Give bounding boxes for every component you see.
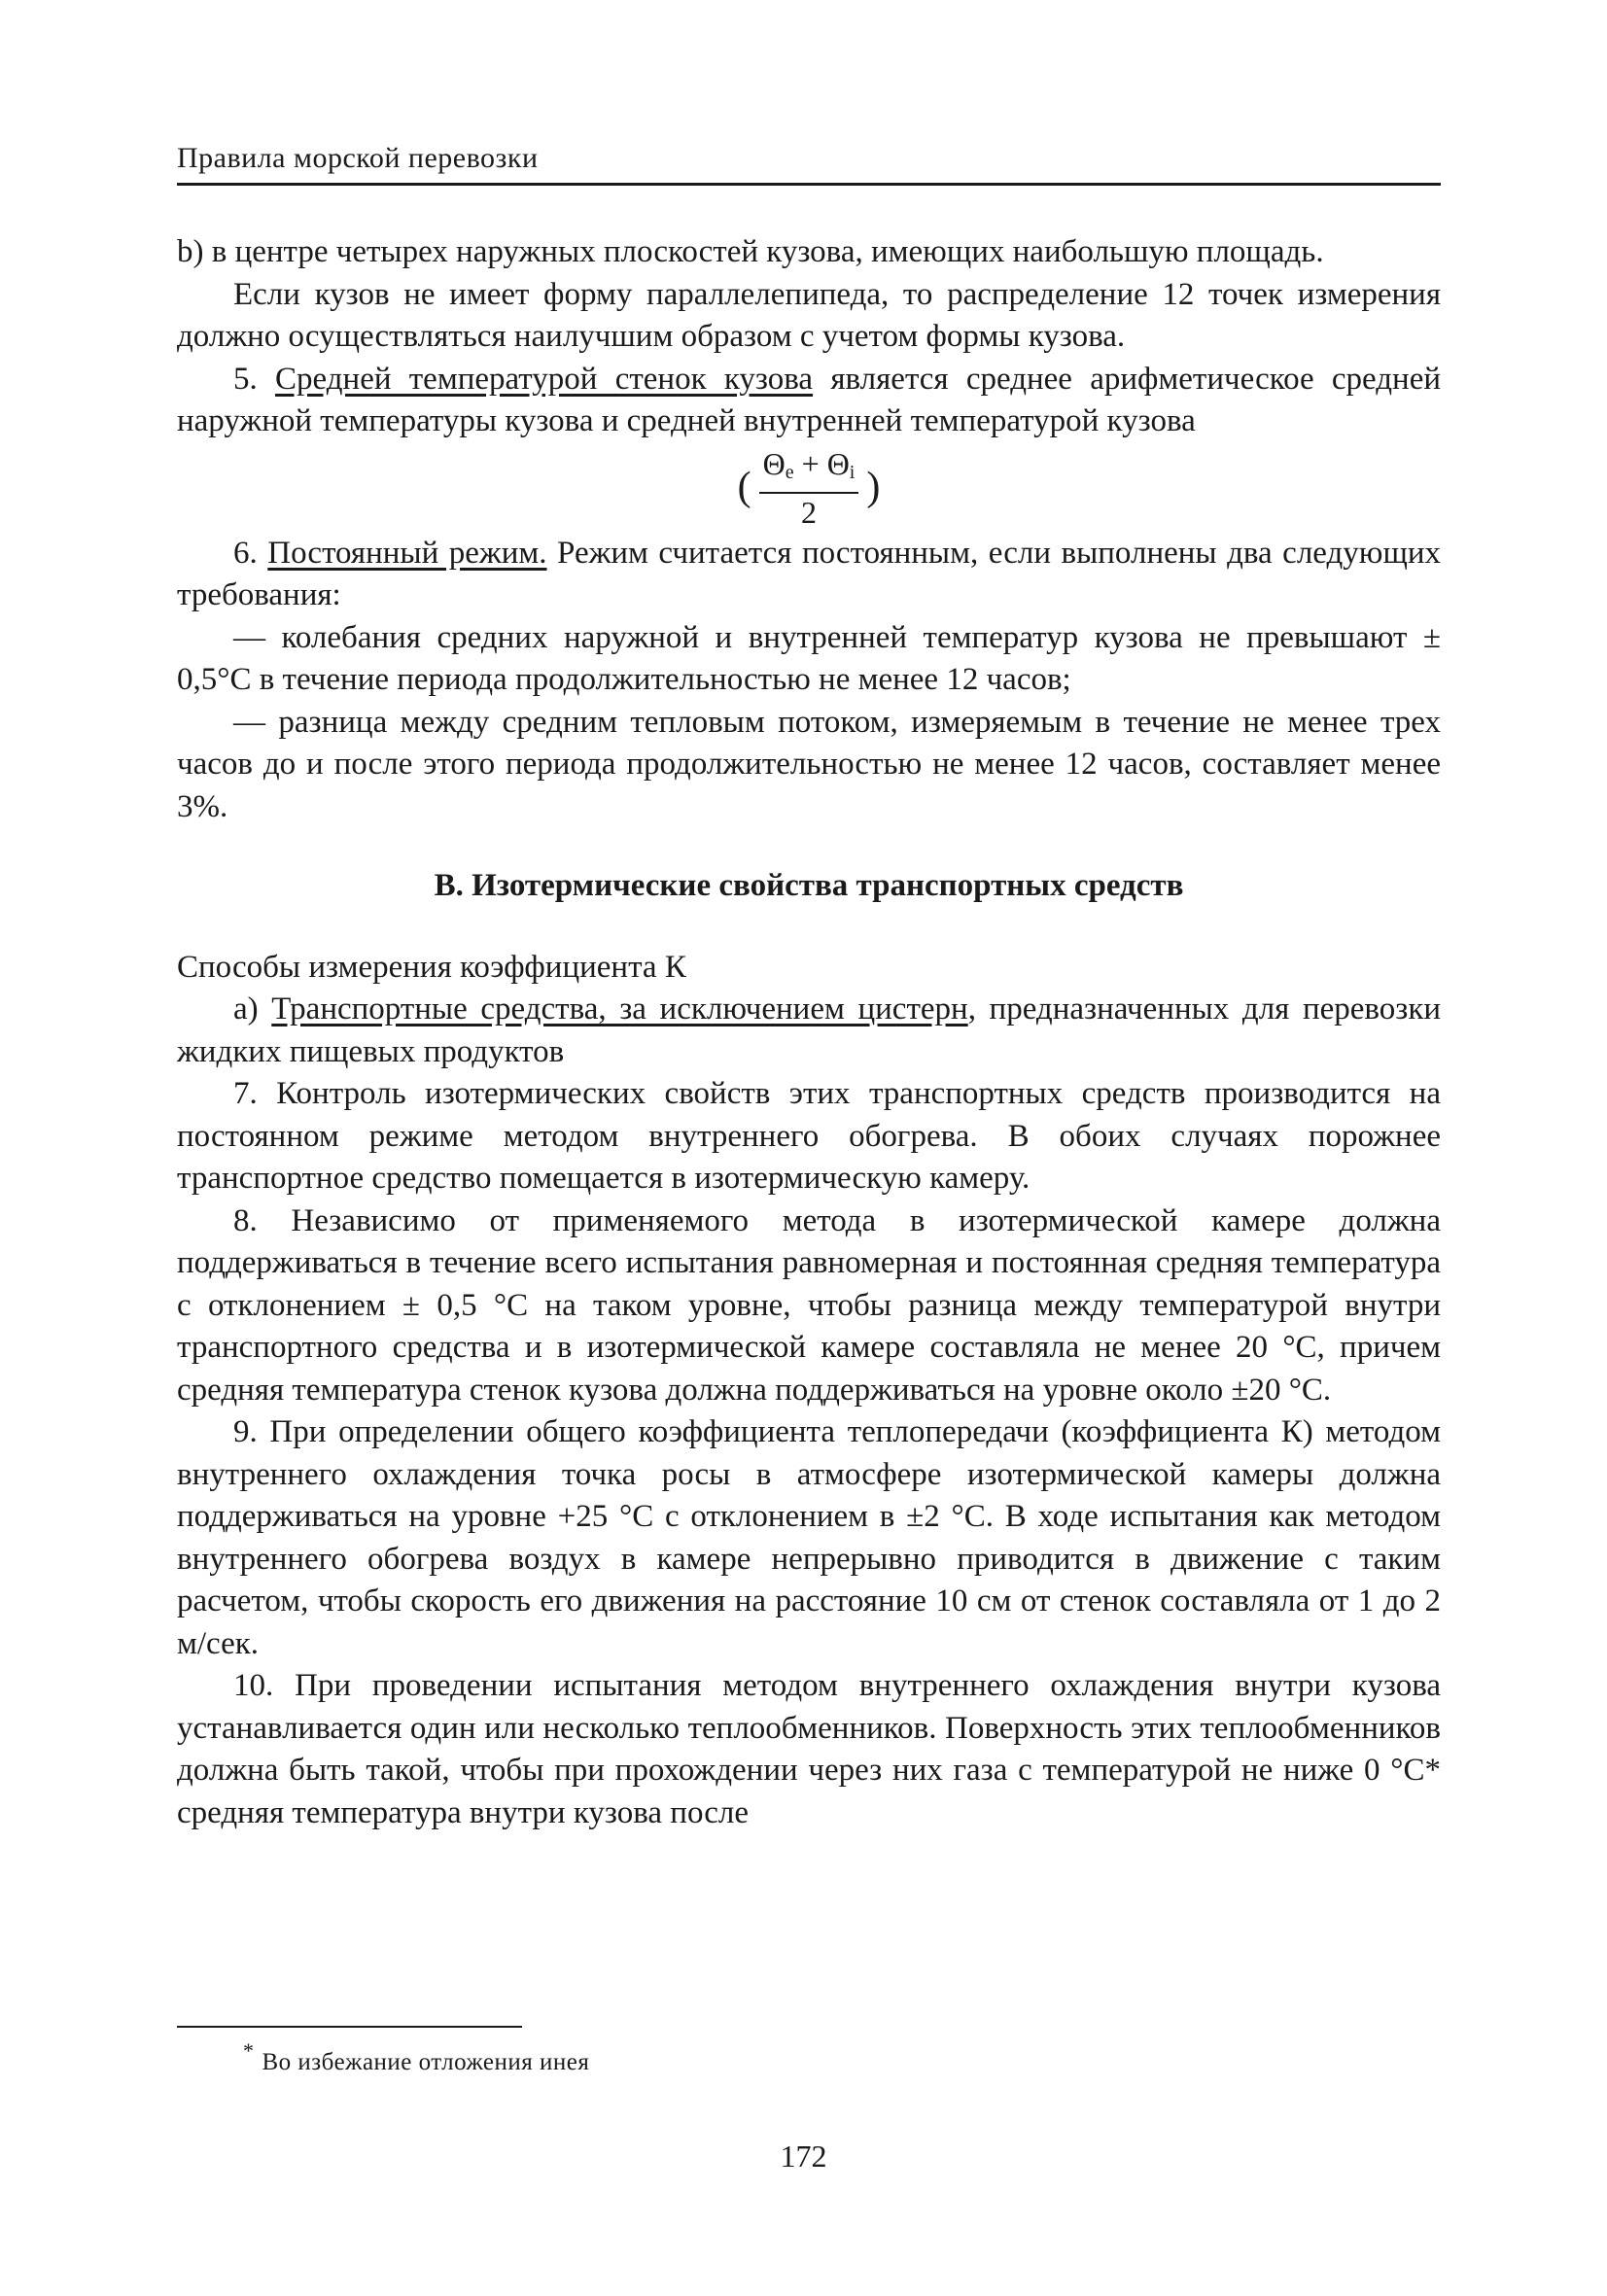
section-heading-b: В. Изотермические свойства транспортных средств — [434, 868, 1184, 903]
paragraph-10: 10. При проведении испытания методом внутреннего охлаждения внутри кузова устанавливается один или несколько теплообменников. Поверхность этих теплообменников должна быть такой, чтобы при прохождении через них газа с температурой не ниже 0 °С* средняя температура внутри кузова после — [177, 1668, 1441, 1830]
paragraph-6-requirement-2: — разница между средним тепловым потоком, измеряемым в течение не менее трех часов до и после этого периода продолжительностью не менее 12 часов, составляет менее 3%. — [177, 704, 1441, 824]
paragraph-7: 7. Контроль изотермических свойств этих транспортных средств производится на постоянном режиме методом внутреннего обогрева. В обоих случаях порожнее транспортное средство помещается в изотермическую камеру. — [177, 1076, 1441, 1196]
paragraph-9: 9. При определении общего коэффициента теплопередачи (коэффициента К) методом внутреннего охлаждения точка росы в атмосфере изотермической камеры должна поддерживаться на уровне +25 °С с отклонением в ±2 °С. В ходе испытания как методом внутреннего обогрева воздух в камере непрерывно приводится в движение с таким расчетом, чтобы скорость его движения на расстояние 10 см от стенок составляла от 1 до 2 м/сек. — [177, 1414, 1441, 1661]
footnote-divider — [177, 2026, 522, 2028]
formula-sub-e: e — [785, 462, 794, 483]
page-number: 172 — [780, 2139, 827, 2174]
paragraph-5 — [177, 359, 1441, 443]
methods-title: Способы измерения коэффициента К — [177, 949, 686, 985]
footnote — [243, 2038, 590, 2076]
formula-close-paren: ) — [866, 464, 881, 509]
body-text — [177, 231, 1441, 1834]
paragraph-6-number: 6. — [233, 535, 268, 571]
formula-fraction — [759, 444, 859, 531]
paragraph-a — [177, 989, 1441, 1073]
paragraph-8: 8. Независимо от применяемого метода в изотермической камере должна поддерживаться в течение всего испытания равномерная и постоянная средняя температура с отклонением ± 0,5 °С на таком уровне, чтобы разница между температурой внутри транспортного средства и в изотермической камере составляла не менее 20 °С, причем средняя температура стенок кузова должна поддерживаться на уровне около ±20 °С. — [177, 1202, 1441, 1408]
paragraph-a-text: , предназначенных для перевозки жидких пищевых продуктов — [177, 991, 1442, 1069]
paragraph-5-text: является среднее арифметическое средней наружной температуры кузова и средней внутренней температурой кузова — [177, 361, 1442, 438]
paragraph-5-term: Средней температурой стенок кузова — [275, 361, 814, 397]
paragraph-a-prefix: а) — [233, 991, 272, 1026]
paragraph-6 — [177, 533, 1441, 617]
paragraph-6-text: Режим считается постоянным, если выполнены два следующих требования: — [177, 535, 1442, 612]
paragraph-a-term: Транспортные средства, за исключением цистерн — [271, 991, 968, 1026]
formula-denominator: 2 — [801, 495, 817, 530]
formula-numerator — [759, 444, 859, 494]
footnote-text: Во избежание отложения инея — [262, 2049, 590, 2075]
paragraph-if-not-parallelepiped: Если кузов не имеет форму параллелепипеда, то распределение 12 точек измерения должно осуществляться наилучшим образом с учетом формы кузова. — [177, 276, 1441, 354]
formula-sub-i: i — [849, 462, 856, 483]
formula-theta-e: Θ — [762, 446, 786, 481]
running-header: Правила морской перевозки — [177, 142, 1441, 186]
paragraph-5-number: 5. — [233, 361, 276, 397]
formula-open-paren: ( — [737, 464, 751, 509]
footnote-mark: * — [243, 2038, 255, 2063]
formula-plus: + — [793, 446, 827, 481]
paragraph-6-term: Постоянный режим. — [267, 535, 547, 571]
mean-temperature-formula — [177, 443, 1441, 533]
paragraph-6-requirement-1: — колебания средних наружной и внутренней температур кузова не превышают ± 0,5°С в течение периода продолжительностью не менее 12 часов; — [177, 619, 1441, 697]
paragraph-b: b) в центре четырех наружных плоскостей кузова, имеющих наибольшую площадь. — [177, 234, 1324, 269]
formula-theta-i: Θ — [826, 446, 850, 481]
